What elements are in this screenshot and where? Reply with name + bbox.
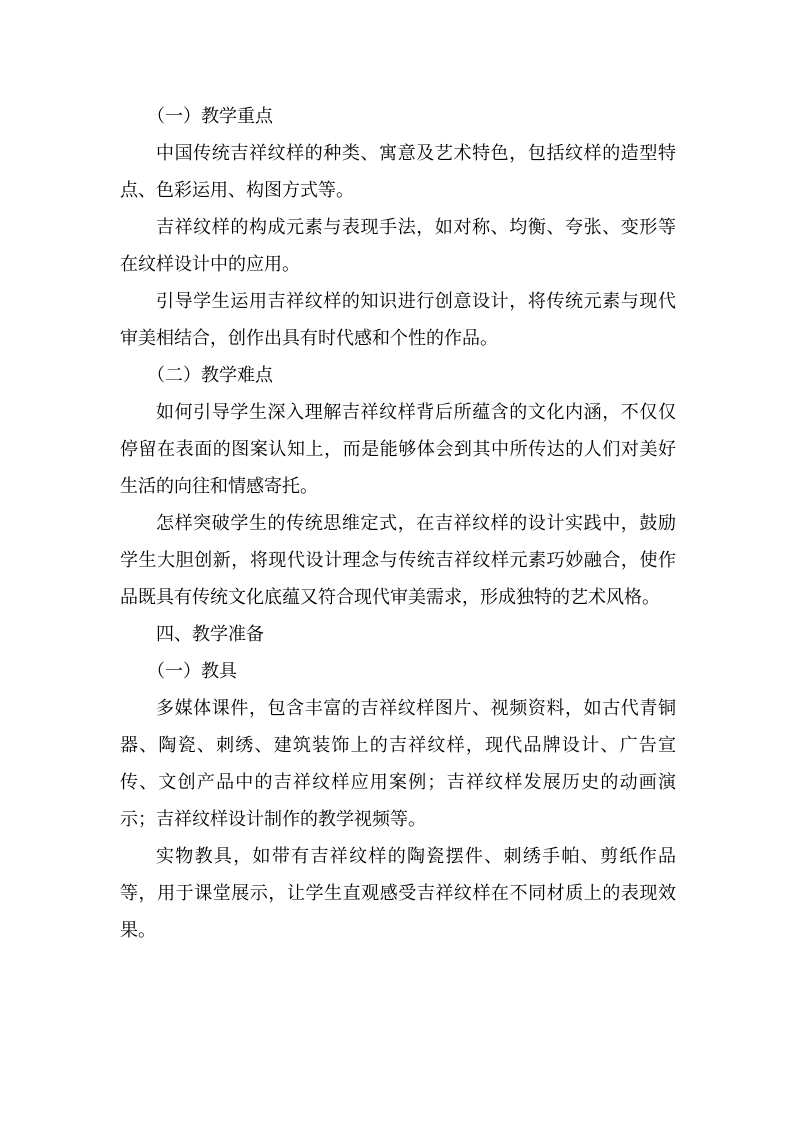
section-heading-teaching-preparation: 四、教学准备 <box>156 624 264 645</box>
section-heading-teaching-focus: （一）教学重点 <box>147 106 273 127</box>
document-body <box>120 98 676 949</box>
section-heading-teaching-difficulty: （二）教学难点 <box>147 365 273 386</box>
paragraph: 实物教具，如带有吉祥纹样的陶瓷摆件、刺绣手帕、剪纸作品等，用于课堂展示，让学生直观感受吉祥纹样在不同材质上的表现效果。 <box>120 846 676 941</box>
paragraph: 中国传统吉祥纹样的种类、寓意及艺术特色，包括纹样的造型特点、色彩运用、构图方式等。 <box>120 143 676 201</box>
paragraph: 引导学生运用吉祥纹样的知识进行创意设计，将传统元素与现代审美相结合，创作出具有时代感和个性的作品。 <box>120 291 676 349</box>
section-heading-teaching-aids: （一）教具 <box>147 661 237 682</box>
paragraph: 怎样突破学生的传统思维定式，在吉祥纹样的设计实践中，鼓励学生大胆创新，将现代设计理念与传统吉祥纹样元素巧妙融合，使作品既具有传统文化底蕴又符合现代审美需求，形成独特的艺术风格。 <box>120 513 676 608</box>
paragraph: 多媒体课件，包含丰富的吉祥纹样图片、视频资料，如古代青铜器、陶瓷、刺绣、建筑装饰上的吉祥纹样，现代品牌设计、广告宣传、文创产品中的吉祥纹样应用案例；吉祥纹样发展历史的动画演示；吉祥纹样设计制作的教学视频等。 <box>120 698 676 830</box>
paragraph: 吉祥纹样的构成元素与表现手法，如对称、均衡、夸张、变形等在纹样设计中的应用。 <box>120 217 676 275</box>
paragraph: 如何引导学生深入理解吉祥纹样背后所蕴含的文化内涵，不仅仅停留在表面的图案认知上，而是能够体会到其中所传达的人们对美好生活的向往和情感寄托。 <box>120 402 676 497</box>
